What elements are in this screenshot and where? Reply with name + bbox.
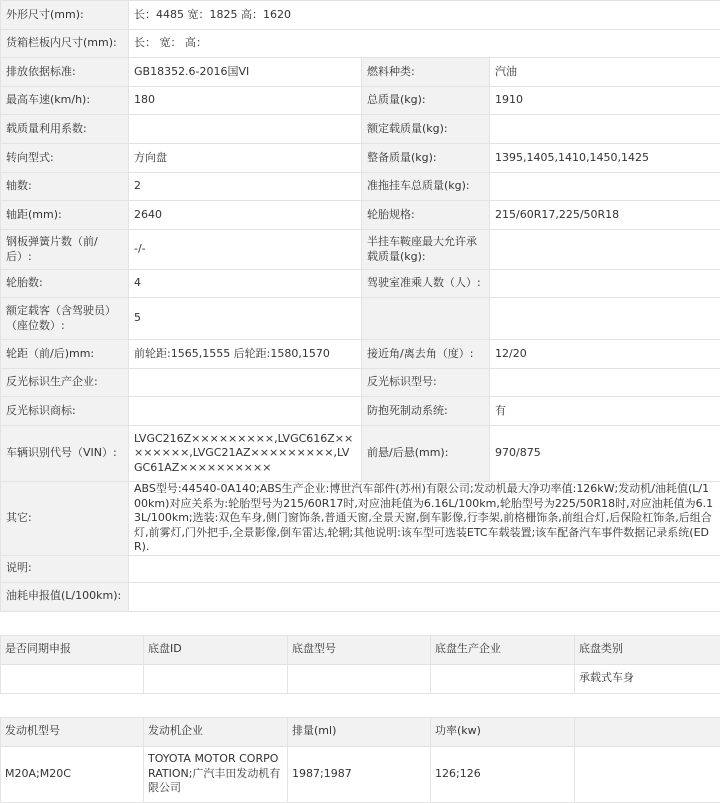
spec-label: 车辆识别代号（VIN）: — [1, 426, 129, 482]
spec-value: 2640 — [129, 201, 362, 230]
spec-value — [490, 115, 720, 144]
spec-label: 燃料种类: — [362, 58, 490, 87]
chassis-cell — [431, 664, 575, 693]
spec-value: 1910 — [490, 87, 720, 115]
engine-cell: M20A;M20C — [1, 746, 144, 802]
spec-value: 5 — [129, 298, 362, 340]
spec-value — [490, 369, 720, 397]
spec-label: 转向型式: — [1, 144, 129, 173]
spec-label — [362, 298, 490, 340]
spec-label: 准拖挂车总质量(kg): — [362, 173, 490, 201]
engine-header-row — [1, 717, 720, 746]
spec-row — [1, 173, 720, 201]
spec-label: 轮胎数: — [1, 270, 129, 298]
chassis-header-cell: 底盘生产企业 — [431, 635, 575, 664]
engine-header-cell — [575, 717, 720, 746]
spec-label: 反光标识型号: — [362, 369, 490, 397]
spec-label: 排放依据标准: — [1, 58, 129, 87]
spec-value: 有 — [490, 397, 720, 426]
spec-label: 防抱死制动系统: — [362, 397, 490, 426]
spec-value — [129, 115, 362, 144]
spec-row — [1, 482, 720, 556]
spec-value — [490, 298, 720, 340]
engine-cell: 126;126 — [431, 746, 575, 802]
spec-label: 最高车速(km/h): — [1, 87, 129, 115]
spec-label: 轮胎规格: — [362, 201, 490, 230]
spec-row — [1, 397, 720, 426]
spec-value: 汽油 — [490, 58, 720, 87]
spec-label: 轴数: — [1, 173, 129, 201]
spec-value — [129, 369, 362, 397]
engine-header-cell: 发动机企业 — [144, 717, 288, 746]
spec-label: 钢板弹簧片数（前/后）: — [1, 230, 129, 270]
engine-cell — [575, 746, 720, 802]
chassis-header-cell: 底盘型号 — [288, 635, 431, 664]
spec-row — [1, 201, 720, 230]
engine-header-cell: 发动机型号 — [1, 717, 144, 746]
spec-label: 半挂车鞍座最大允许承载质量(kg): — [362, 230, 490, 270]
engine-cell: TOYOTA MOTOR CORPORATION;广汽丰田发动机有限公司 — [144, 746, 288, 802]
spec-value: 长：4485 宽：1825 高：1620 — [129, 1, 720, 30]
spec-label: 额定载客（含驾驶员）（座位数）: — [1, 298, 129, 340]
spec-row — [1, 230, 720, 270]
spec-value: 2 — [129, 173, 362, 201]
spec-label: 前悬/后悬(mm): — [362, 426, 490, 482]
chassis-header-cell: 是否同期申报 — [1, 635, 144, 664]
spec-row — [1, 340, 720, 369]
chassis-header-cell: 底盘类别 — [575, 635, 720, 664]
spec-row — [1, 298, 720, 340]
spec-value: 4 — [129, 270, 362, 298]
spec-label: 总质量(kg): — [362, 87, 490, 115]
spec-value: 180 — [129, 87, 362, 115]
chassis-cell — [144, 664, 288, 693]
spec-row — [1, 582, 720, 611]
spec-value: -/- — [129, 230, 362, 270]
engine-data-row — [1, 746, 720, 802]
spec-label: 反光标识商标: — [1, 397, 129, 426]
spec-value — [490, 173, 720, 201]
engine-header-cell: 功率(kw) — [431, 717, 575, 746]
spec-label: 接近角/离去角（度）: — [362, 340, 490, 369]
spec-row — [1, 1, 720, 30]
chassis-header-row — [1, 635, 720, 664]
spec-value: ABS型号:44540-0A140;ABS生产企业:博世汽车部件(苏州)有限公司;发动机最大净功率值:126kW;发动机/油耗值(L/100km)对应关系为:轮胎型号为215/60R17时,对应油耗值为6.16L/100km,轮胎型号为225/50R18时,对应油耗值为6.13L/100km;选装:双色车身,侧门窗饰条,普通天窗,全景天窗,倒车影像,行李架,前格栅饰条,前组合灯,后保险杠饰条,后组合灯,前雾灯,门外把手,全景影像,倒车雷达,轮辋;其他说明:该车型可选装ETC车载装置;该车配备汽车事件数据记录系统(EDR). — [129, 482, 720, 556]
spec-label: 额定载质量(kg): — [362, 115, 490, 144]
spec-row — [1, 115, 720, 144]
spec-value: 方向盘 — [129, 144, 362, 173]
spec-value — [490, 270, 720, 298]
spec-row — [1, 58, 720, 87]
spec-value — [129, 582, 720, 611]
spec-value: 970/875 — [490, 426, 720, 482]
chassis-data-row — [1, 664, 720, 693]
spec-row — [1, 555, 720, 582]
spec-row — [1, 30, 720, 58]
spec-label: 说明: — [1, 555, 129, 582]
engine-cell: 1987;1987 — [288, 746, 431, 802]
spec-value: 1395,1405,1410,1450,1425 — [490, 144, 720, 173]
spec-value — [490, 230, 720, 270]
spec-label: 载质量利用系数: — [1, 115, 129, 144]
spec-row — [1, 144, 720, 173]
spec-label: 外形尺寸(mm): — [1, 1, 129, 30]
chassis-cell — [1, 664, 144, 693]
spec-label: 轴距(mm): — [1, 201, 129, 230]
spec-value: GB18352.6-2016国VI — [129, 58, 362, 87]
spec-row — [1, 369, 720, 397]
spec-label: 货箱栏板内尺寸(mm): — [1, 30, 129, 58]
engine-table — [0, 717, 720, 803]
spec-row — [1, 426, 720, 482]
spec-value — [129, 397, 362, 426]
spec-value: 215/60R17,225/50R18 — [490, 201, 720, 230]
spec-label: 其它: — [1, 482, 129, 556]
chassis-table — [0, 635, 720, 694]
spec-value: 长： 宽： 高： — [129, 30, 720, 58]
spec-value: 前轮距:1565,1555 后轮距:1580,1570 — [129, 340, 362, 369]
engine-header-cell: 排量(ml) — [288, 717, 431, 746]
spec-row — [1, 270, 720, 298]
chassis-cell — [288, 664, 431, 693]
spec-value: LVGC216Z×××××××××,LVGC616Z××××××××,LVGC21AZ×××××××××,LVGC61AZ×××××××××× — [129, 426, 362, 482]
spec-label: 驾驶室准乘人数（人）: — [362, 270, 490, 298]
chassis-cell: 承载式车身 — [575, 664, 720, 693]
spec-label: 油耗申报值(L/100km): — [1, 582, 129, 611]
spec-label: 反光标识生产企业: — [1, 369, 129, 397]
spec-value — [129, 555, 720, 582]
spec-label: 轮距（前/后)mm: — [1, 340, 129, 369]
spec-value: 12/20 — [490, 340, 720, 369]
spec-row — [1, 87, 720, 115]
spec-label: 整备质量(kg): — [362, 144, 490, 173]
chassis-header-cell: 底盘ID — [144, 635, 288, 664]
